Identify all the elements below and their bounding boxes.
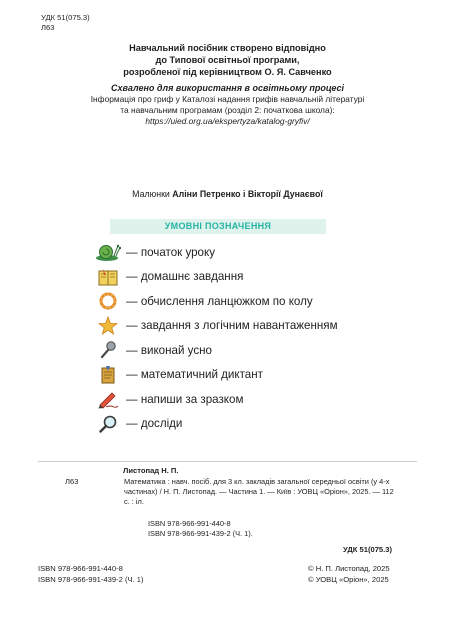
legend-item bbox=[95, 314, 395, 339]
legend-item-text: — домашнє завдання bbox=[126, 270, 244, 284]
catalog-udk: УДК 51(075.3) bbox=[343, 545, 392, 554]
microphone-icon bbox=[95, 339, 121, 361]
copyright-publisher: © УОВЦ «Оріон», 2025 bbox=[308, 574, 389, 584]
udk-header bbox=[41, 13, 90, 33]
approval-line-2: до Типової освітньої програми, bbox=[155, 55, 300, 65]
legend-item bbox=[95, 363, 395, 388]
illustrators-prefix: Малюнки bbox=[132, 189, 173, 199]
catalog-isbn-2: ISBN 978-966-991-439-2 (Ч. 1). bbox=[148, 529, 253, 538]
footer-isbn-1: ISBN 978-966-991-440-8 bbox=[38, 564, 123, 573]
library-code: Л63 bbox=[41, 23, 55, 32]
legend-item-text: — обчислення ланцюжком по колу bbox=[126, 294, 313, 308]
approval-line-1: Навчальний посібник створено відповідно bbox=[129, 43, 326, 53]
catalog-author: Листопад Н. П. bbox=[123, 466, 179, 475]
star-icon bbox=[95, 315, 121, 337]
magnifier-icon bbox=[95, 413, 121, 435]
info-line-1: Інформація про гриф у Каталозі надання грифів навчальній літературі bbox=[90, 94, 365, 104]
catalog-code: Л63 bbox=[65, 477, 79, 486]
snail-icon bbox=[95, 241, 121, 263]
legend-item bbox=[95, 265, 395, 290]
legend-title: УМОВНІ ПОЗНАЧЕННЯ bbox=[110, 219, 326, 234]
legend-item-text: — початок уроку bbox=[126, 245, 216, 259]
footer-isbn bbox=[38, 564, 144, 585]
illustrators-credit bbox=[0, 189, 455, 199]
approval-block bbox=[40, 42, 415, 127]
circle-chain-icon bbox=[95, 290, 121, 312]
legend-list bbox=[95, 240, 395, 436]
legend-item-text: — досліди bbox=[126, 417, 183, 431]
catalog-isbn-1: ISBN 978-966-991-440-8 bbox=[148, 519, 231, 528]
notepad-icon bbox=[95, 364, 121, 386]
book-icon bbox=[95, 266, 121, 288]
footer-isbn-2: ISBN 978-966-991-439-2 (Ч. 1) bbox=[38, 574, 144, 584]
legend-item bbox=[95, 289, 395, 314]
legend-item-text: — математичний диктант bbox=[126, 368, 263, 382]
legend-item-text: — виконай усно bbox=[126, 343, 212, 357]
info-line-2: та навчальним програмам (розділ 2: початкова школа): bbox=[120, 105, 335, 115]
illustrators-names: Аліни Петренко і Вікторії Дунаєвої bbox=[172, 189, 323, 199]
catalog-divider bbox=[38, 461, 417, 462]
catalog-description: Математика : навч. посіб. для 3 кл. закладів загальної середньої освіти (у 4-х частинах) / Н. П. Листопад. — Частина 1. — Київ : УОВЦ «Оріон», 2025. — 112 с. : іл. bbox=[124, 477, 394, 506]
copyright-block bbox=[308, 564, 390, 585]
legend-item-text: — завдання з логічним навантаженням bbox=[126, 319, 338, 333]
legend-item bbox=[95, 412, 395, 437]
legend-item bbox=[95, 240, 395, 265]
legend-item bbox=[95, 338, 395, 363]
copyright-author: © Н. П. Листопад, 2025 bbox=[308, 564, 390, 573]
catalog-link[interactable]: https://uied.org.ua/ekspertyza/katalog-gryfiv/ bbox=[145, 116, 310, 126]
legend-item-text: — напиши за зразком bbox=[126, 392, 244, 406]
pen-icon bbox=[95, 388, 121, 410]
udk-code: УДК 51(075.3) bbox=[41, 13, 90, 22]
approval-line-3: розробленої під керівництвом О. Я. Савченко bbox=[123, 67, 332, 77]
approved-statement: Схвалено для використання в освітньому процесі bbox=[111, 83, 344, 93]
legend-item bbox=[95, 387, 395, 412]
